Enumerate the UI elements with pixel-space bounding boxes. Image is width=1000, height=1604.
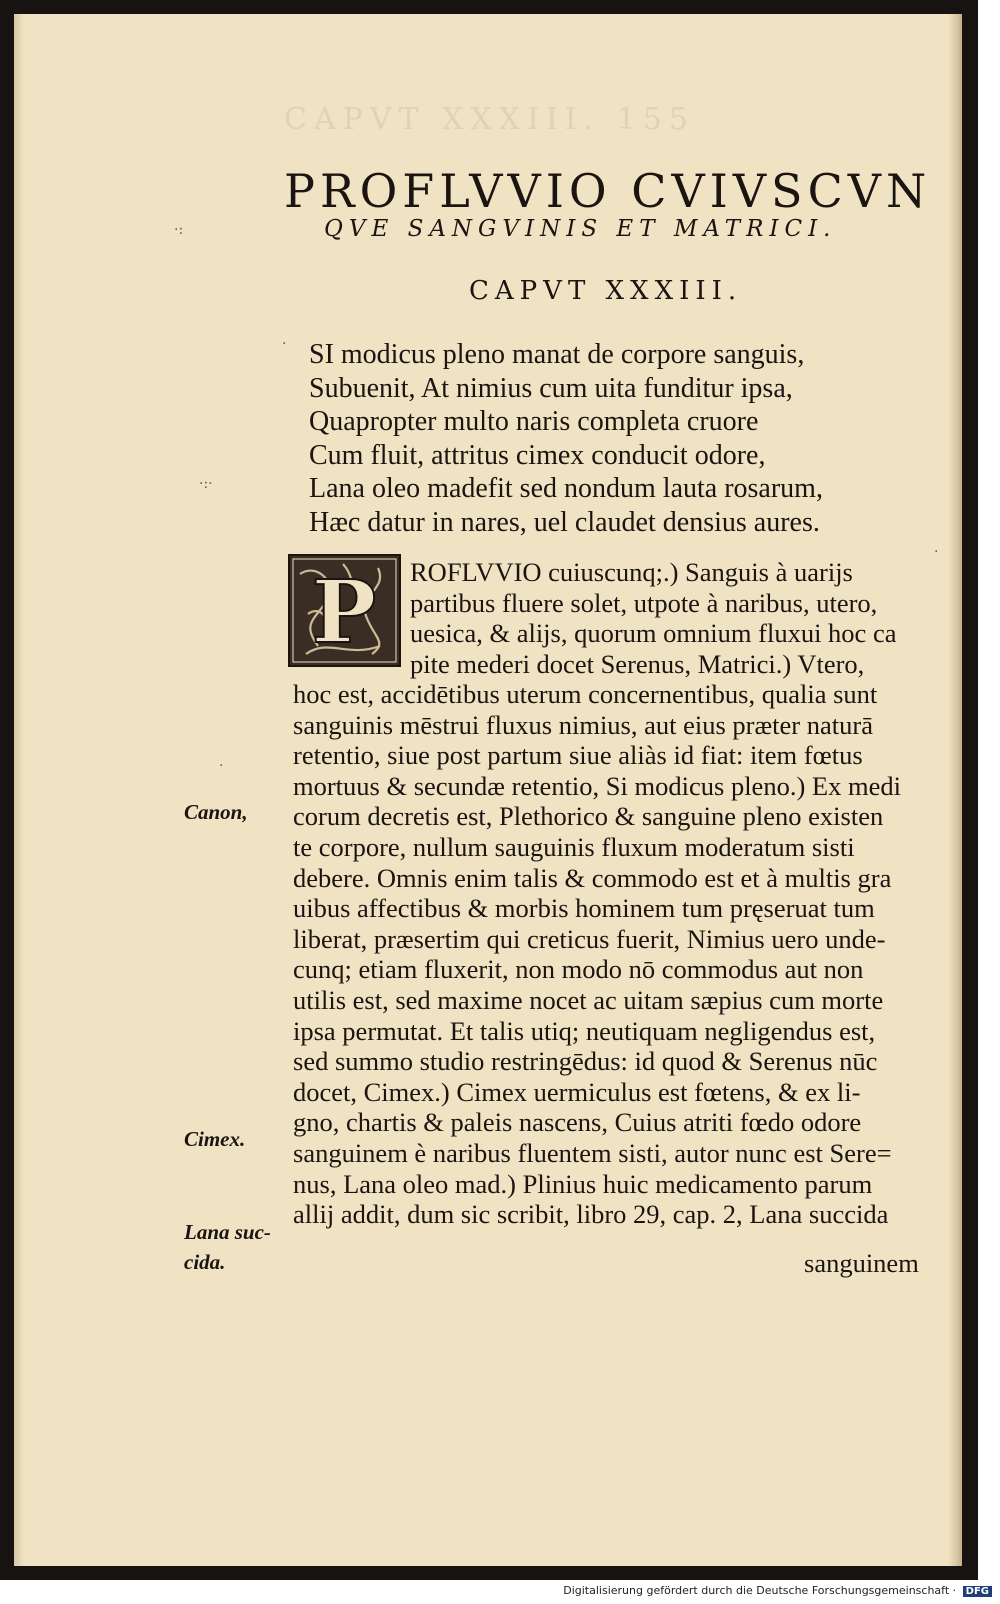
commentary-beside-initial: [410, 557, 896, 679]
commentary-line: sanguinis mēstrui fluxus nimius, aut eius præter naturā: [293, 709, 873, 740]
verse-line: Hæc datur in nares, uel claudet densius aures.: [309, 506, 820, 538]
commentary-line: cunq; etiam fluxerit, non modo nō commodus aut non: [293, 954, 864, 985]
commentary-line: nus, Lana oleo mad.) Plinius huic medicamento parum: [293, 1168, 873, 1199]
commentary-body: [293, 679, 901, 1230]
ink-speck: ·:: [174, 222, 184, 238]
ink-speck: ·:·: [199, 476, 213, 492]
page-edge-left: [14, 14, 24, 1566]
commentary-line: mortuus & secundæ retentio, Si modicus pleno.) Ex medi: [293, 770, 901, 801]
digitization-footer: [563, 1584, 992, 1597]
verse-block: [309, 338, 823, 539]
commentary-line: docet, Cimex.) Cimex uermiculus est fœtens, & ex li-: [293, 1076, 861, 1107]
marginal-note-lana-2: cida.: [184, 1250, 226, 1274]
footer-text: Digitalisierung gefördert durch die Deutsche Forschungsgemeinschaft ·: [563, 1584, 957, 1597]
book-page: [14, 14, 962, 1566]
chapter-number: CAPVT XXXIII.: [469, 276, 743, 306]
decorated-initial-p: [288, 554, 401, 667]
commentary-line: utilis est, sed maxime nocet ac uitam sæpius cum morte: [293, 984, 884, 1015]
commentary-line: ROFLVVIO cuiuscunq;.) Sanguis à uarijs: [410, 557, 853, 587]
commentary-line: liberat, præsertim qui creticus fuerit, Nimius uero unde-: [293, 923, 886, 954]
ink-speck: ·: [219, 758, 224, 774]
verse-line: Quapropter multo naris completa cruore: [309, 406, 759, 437]
ink-speck: ·: [934, 544, 939, 560]
commentary-line: retentio, siue post partum siue aliàs id fiat: item fœtus: [293, 740, 863, 771]
verse-line: SI modicus pleno manat de corpore sanguis,: [309, 339, 805, 370]
commentary-line: sed summo studio restringēdus: id quod & Serenus nūc: [293, 1046, 878, 1077]
commentary-line: uibus affectibus & morbis hominem tum pręseruat tum: [293, 893, 875, 924]
dfg-logo: DFG: [963, 1586, 992, 1597]
catchword: sanguinem: [804, 1248, 919, 1278]
page-edge-right: [948, 14, 962, 1566]
commentary-line: uesica, & alijs, quorum omnium fluxui hoc ca: [410, 618, 897, 649]
marginal-note-cimex: Cimex.: [184, 1127, 246, 1151]
chapter-title-line-1: PROFLVVIO CVIVSCVN: [284, 164, 932, 218]
commentary-line: sanguinem è naribus fluentem sisti, autor nunc est Sere=: [293, 1137, 892, 1168]
verse-line: Subuenit, At nimius cum uita funditur ipsa,: [309, 372, 793, 404]
commentary-line: gno, chartis & paleis nascens, Cuius atriti fœdo odore: [293, 1107, 862, 1138]
marginal-note-lana-1: Lana suc-: [184, 1220, 271, 1244]
initial-letter: P: [311, 562, 377, 663]
commentary-line: corum decretis est, Plethorico & sanguine pleno existen: [293, 801, 884, 832]
verse-line: Cum fluit, attritus cimex conducit odore,: [309, 439, 766, 471]
verse-line: Lana oleo madefit sed nondum lauta rosarum,: [309, 473, 823, 504]
commentary-line: pite mederi docet Serenus, Matrici.) Vtero,: [410, 648, 865, 679]
commentary-line: allij addit, dum sic scribit, libro 29, cap. 2, Lana succida: [293, 1199, 889, 1230]
commentary-line: hoc est, accidētibus uterum concernentibus, qualia sunt: [293, 679, 878, 709]
ink-speck: ·: [282, 336, 287, 352]
chapter-title-line-2: QVE SANGVINIS ET MATRICI.: [324, 216, 837, 242]
commentary-line: partibus fluere solet, utpote à naribus, utero,: [410, 587, 878, 618]
marginal-note-canon: Canon,: [184, 800, 248, 824]
bleed-through-text: CAPVT XXXIII. 155: [284, 102, 695, 137]
commentary-line: ipsa permutat. Et talis utiq; neutiquam negligendus est,: [293, 1015, 876, 1046]
commentary-line: debere. Omnis enim talis & commodo est et à multis gra: [293, 862, 892, 893]
commentary-line: te corpore, nullum sauguinis fluxum moderatum sisti: [293, 831, 855, 862]
